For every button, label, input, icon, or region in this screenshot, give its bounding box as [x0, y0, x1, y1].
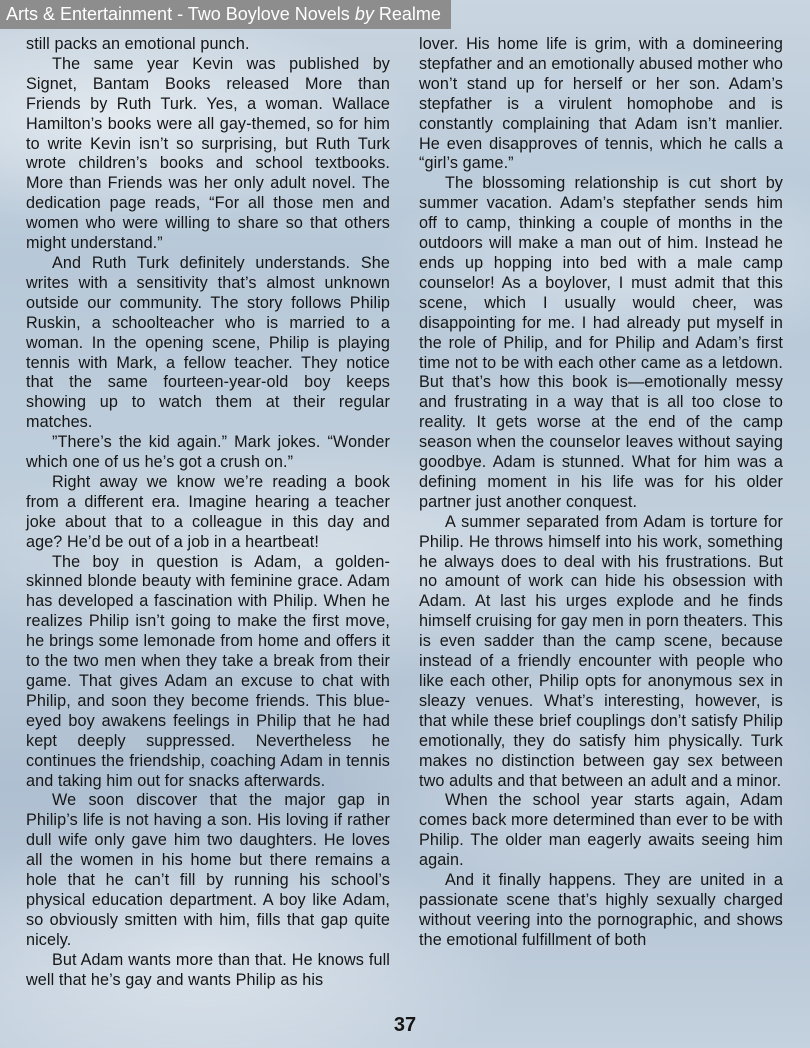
paragraph: Right away we know we’re reading a book from a different era. Imagine hearing a teacher joke about that to a colleague in this day and age? He’d be out of a job in a heartbeat! — [26, 472, 390, 551]
paragraph: ”There’s the kid again.” Mark jokes. “Wonder which one of us he’s got a crush on.” — [26, 433, 390, 472]
paragraph: But Adam wants more than that. He knows full well that he’s gay and wants Philip as his — [26, 950, 390, 989]
section-header — [0, 0, 451, 29]
left-column — [26, 35, 390, 991]
paragraph: The blossoming relationship is cut short by summer vacation. Adam’s stepfather sends him off to camp, thinking a couple of months in the outdoors will make a man out of him. Instead he ends up hopping into bed with a male camp counselor! As a boylover, I must admit that this scene, which I usually would cheer, was disappointing for me. I had already put myself in the role of Philip, and for Philip and Adam’s first time not to be with each other came as a letdown. But that’s how this book is—emotionally messy and frustrating in a way that is all too close to reality. It gets worse at the end of the camp season when the counselor leaves without saying goodbye. Adam is stunned. What for him was a defining moment in his life was for his older partner just another conquest. — [419, 174, 783, 511]
paragraph: When the school year starts again, Adam comes back more determined than ever to be with Philip. The older man eagerly awaits seeing him again. — [419, 791, 783, 870]
paragraph: And Ruth Turk definitely understands. She writes with a sensitivity that’s almost unknown outside our community. The story follows Philip Ruskin, a schoolteacher who is married to a woman. In the opening scene, Philip is playing tennis with Mark, a fellow teacher. They notice that the same fourteen-year-old boy keeps showing up to watch them at their regular matches. — [26, 253, 390, 432]
paragraph: still packs an emotional punch. — [26, 35, 250, 53]
paragraph: And it finally happens. They are united in a passionate scene that’s highly sexually charged without veering into the pornographic, and shows the emotional fulfillment of both — [419, 871, 783, 949]
byline-by: by — [354, 4, 374, 24]
paragraph: We soon discover that the major gap in Philip’s life is not having a son. His loving if rather dull wife only gave him two daughters. He loves all the women in his home but there remains a hole that he can’t fill by running his school’s physical education department. A boy like Adam, so obviously smitten with him, fills that gap quite nicely. — [26, 791, 390, 949]
right-column — [419, 35, 783, 951]
paragraph: The same year Kevin was published by Signet, Bantam Books released More than Friends by Ruth Turk. Yes, a woman. Wallace Hamilton’s books were all gay-themed, so for him to write Kevin isn’t so surprising, but Ruth Turk wrote children’s books and school textbooks. More than Friends was her only adult novel. The dedication page reads, “For all those men and women who were willing to share so that others might understand.” — [26, 54, 390, 253]
publication-name: Realme — [378, 4, 441, 24]
paragraph: The boy in question is Adam, a golden-skinned blonde beauty with feminine grace. Adam has developed a fascination with Philip. When he realizes Philip isn’t going to make the first move, he brings some lemonade from home and offers it to the two men when they take a break from their game. That gives Adam an excuse to chat with Philip, and soon they become friends. This blue-eyed boy awakens feelings in Philip that he had kept deeply suppressed. Nevertheless he continues the friendship, coaching Adam in tennis and taking him out for snacks afterwards. — [26, 552, 390, 790]
paragraph: lover. His home life is grim, with a domineering stepfather and an emotionally abused mother who won’t stand up for herself or her son. Adam’s stepfather is a virulent homophobe and is constantly complaining that Adam isn’t manlier. He even disapproves of tennis, which he calls a “girl’s game.” — [419, 35, 783, 173]
paragraph: A summer separated from Adam is torture for Philip. He throws himself into his work, something he always does to deal with his frustrations. But no amount of work can hide his obsession with Adam. At last his urges explode and he finds himself cruising for gay men in porn theaters. This is even sadder than the camp scene, because instead of a friendly encounter with people who like each other, Philip opts for anonymous sex in sleazy venues. What’s interesting, however, is that while these brief couplings don’t satisfy Philip emotionally, they do satisfy him physically. Turk makes no distinction between gay sex between two adults and that between an adult and a minor. — [419, 512, 783, 790]
page-number: 37 — [393, 1014, 417, 1036]
section-title: Arts & Entertainment - Two Boylove Novels — [6, 4, 350, 24]
